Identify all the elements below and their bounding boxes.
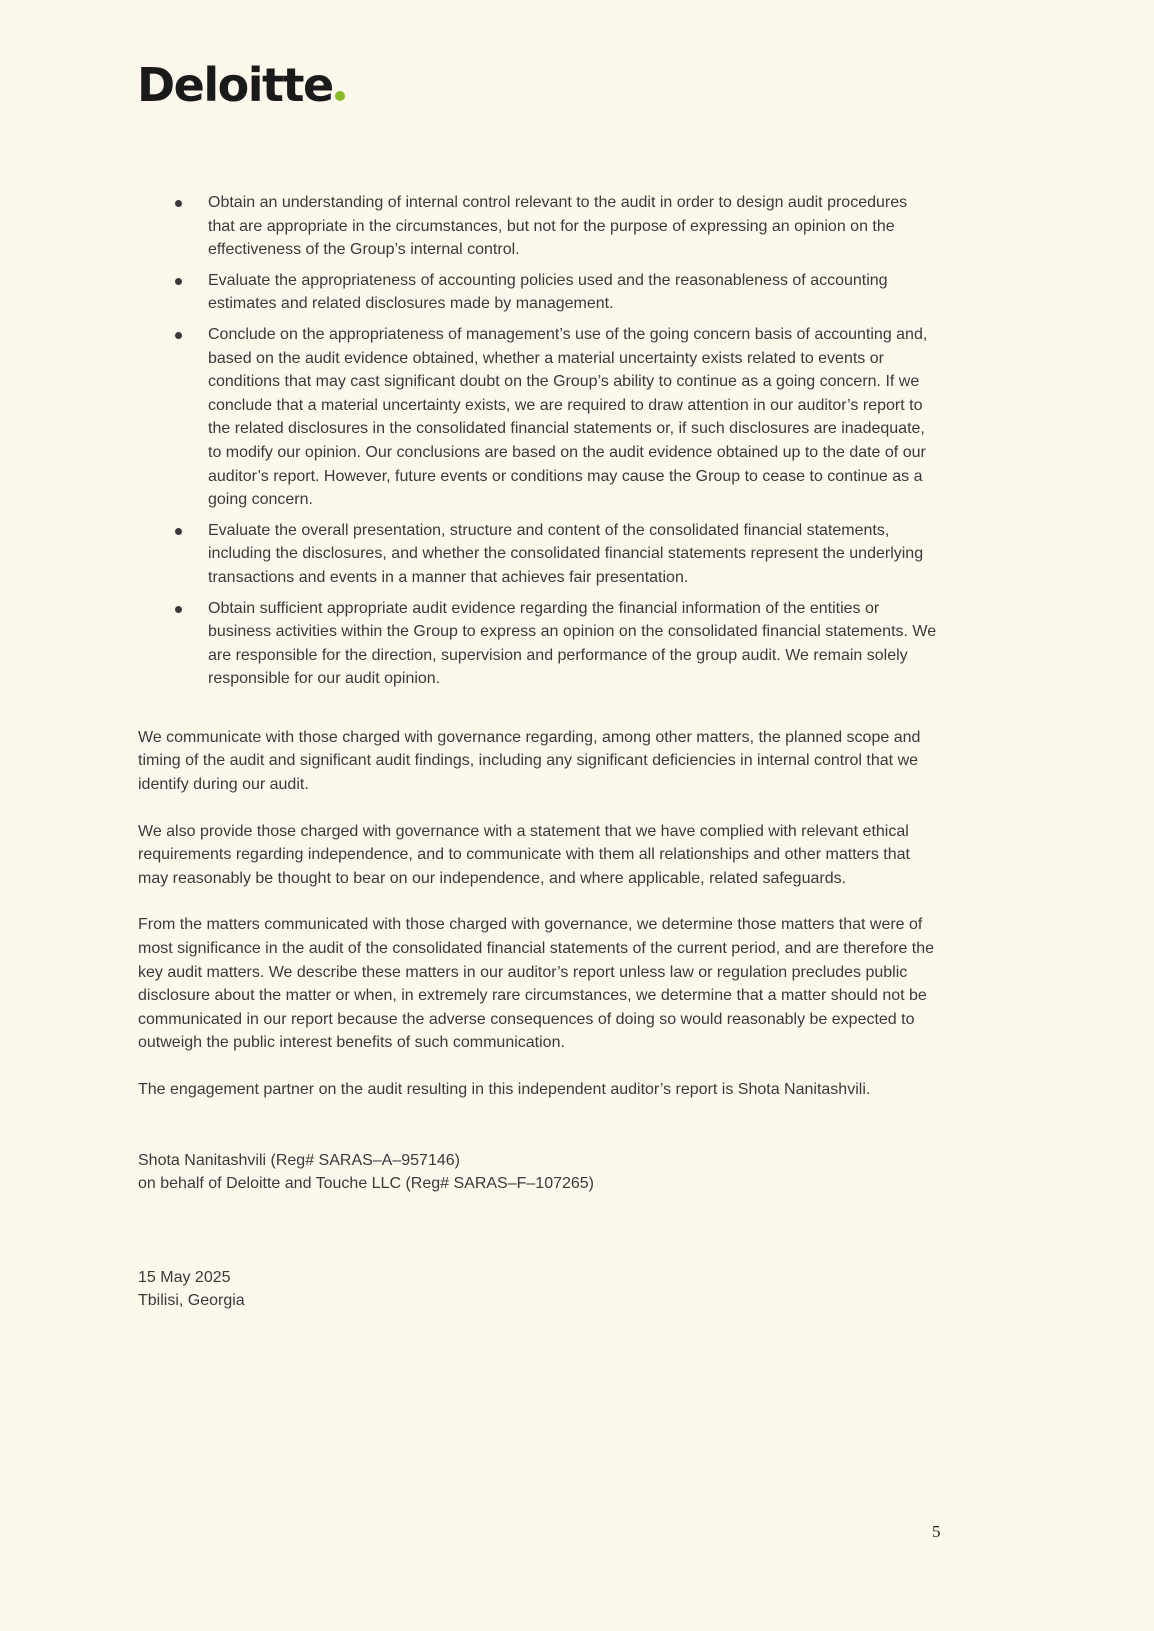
bullet-icon — [175, 332, 182, 339]
report-body — [138, 191, 938, 1313]
list-item — [138, 519, 938, 590]
key-audit-matters-paragraph: From the matters communicated with those charged with governance, we determine those matters that were of most significance in the audit of the consolidated financial statements of the current period, and are therefore the key audit matters. We describe these matters in our auditor’s report unless law or regulation precludes public disclosure about the matter or when, in extremely rare circumstances, we determine that a matter should not be communicated in our report because the adverse consequences of doing so would reasonably be expected to outweigh the public interest benefits of such communication. — [138, 916, 935, 1052]
bullet-icon — [175, 200, 182, 207]
list-item — [138, 323, 938, 512]
bullet-icon — [175, 278, 182, 285]
list-item — [138, 269, 938, 316]
list-item-text: Obtain an understanding of internal control relevant to the audit in order to design audit procedures that are appropriate in the circumstances, but not for the purpose of expressing an opinion on the effectiveness of the Group’s internal control. — [208, 194, 908, 259]
report-date: 15 May 2025 — [138, 1268, 231, 1286]
list-item-text: Obtain sufficient appropriate audit evidence regarding the financial information of the entities or business activities within the Group to express an opinion on the consolidated financial statements. We are responsible for the direction, supervision and performance of the group audit. We remain solely responsible for our audit opinion. — [208, 599, 937, 688]
logo-text: Deloitte — [137, 58, 333, 112]
logo-dot-icon — [335, 91, 345, 101]
page-number: 5 — [932, 1522, 941, 1541]
signatory-firm: on behalf of Deloitte and Touche LLC (Reg# SARAS–F–107265) — [138, 1175, 595, 1193]
engagement-partner-paragraph: The engagement partner on the audit resulting in this independent auditor’s report is Shota Nanitashvili. — [138, 1081, 871, 1098]
list-item — [138, 191, 938, 262]
governance-communication-paragraph: We communicate with those charged with governance regarding, among other matters, the planned scope and timing of the audit and significant audit findings, including any significant deficiencies in internal control that we identify during our audit. — [138, 728, 921, 794]
date-place-block — [138, 1266, 938, 1313]
list-item-text: Evaluate the overall presentation, structure and content of the consolidated financial statements, including the disclosures, and whether the consolidated financial statements represent the underlying transactions and events in a manner that achieves fair presentation. — [208, 521, 924, 586]
list-item-text: Evaluate the appropriateness of accounting policies used and the reasonableness of accounting estimates and related disclosures made by management. — [208, 271, 888, 313]
list-item — [138, 597, 938, 691]
bullet-icon — [175, 528, 182, 535]
audit-procedures-list — [138, 191, 938, 691]
signature-block — [138, 1149, 938, 1196]
bullet-icon — [175, 606, 182, 613]
list-item-text: Conclude on the appropriateness of management’s use of the going concern basis of accounting and, based on the audit evidence obtained, whether a material uncertainty exists related to events or conditions that may cast significant doubt on the Group’s ability to continue as a going concern. If we conclude that a material uncertainty exists, we are required to draw attention in our auditor’s report to the related disclosures in the consolidated financial statements or, if such disclosures are inadequate, to modify our opinion. Our conclusions are based on the audit evidence obtained up to the date of our auditor’s report. However, future events or conditions may cause the Group to cease to continue as a going concern. — [208, 325, 928, 509]
deloitte-logo — [137, 58, 345, 112]
independence-statement-paragraph: We also provide those charged with governance with a statement that we have complied with relevant ethical requirements regarding independence, and to communicate with them all relationships and other matters that may reasonably be thought to bear on our independence, and where applicable, related safeguards. — [138, 822, 910, 887]
signatory-name: Shota Nanitashvili (Reg# SARAS–A–957146) — [138, 1151, 460, 1169]
report-place: Tbilisi, Georgia — [138, 1292, 245, 1310]
